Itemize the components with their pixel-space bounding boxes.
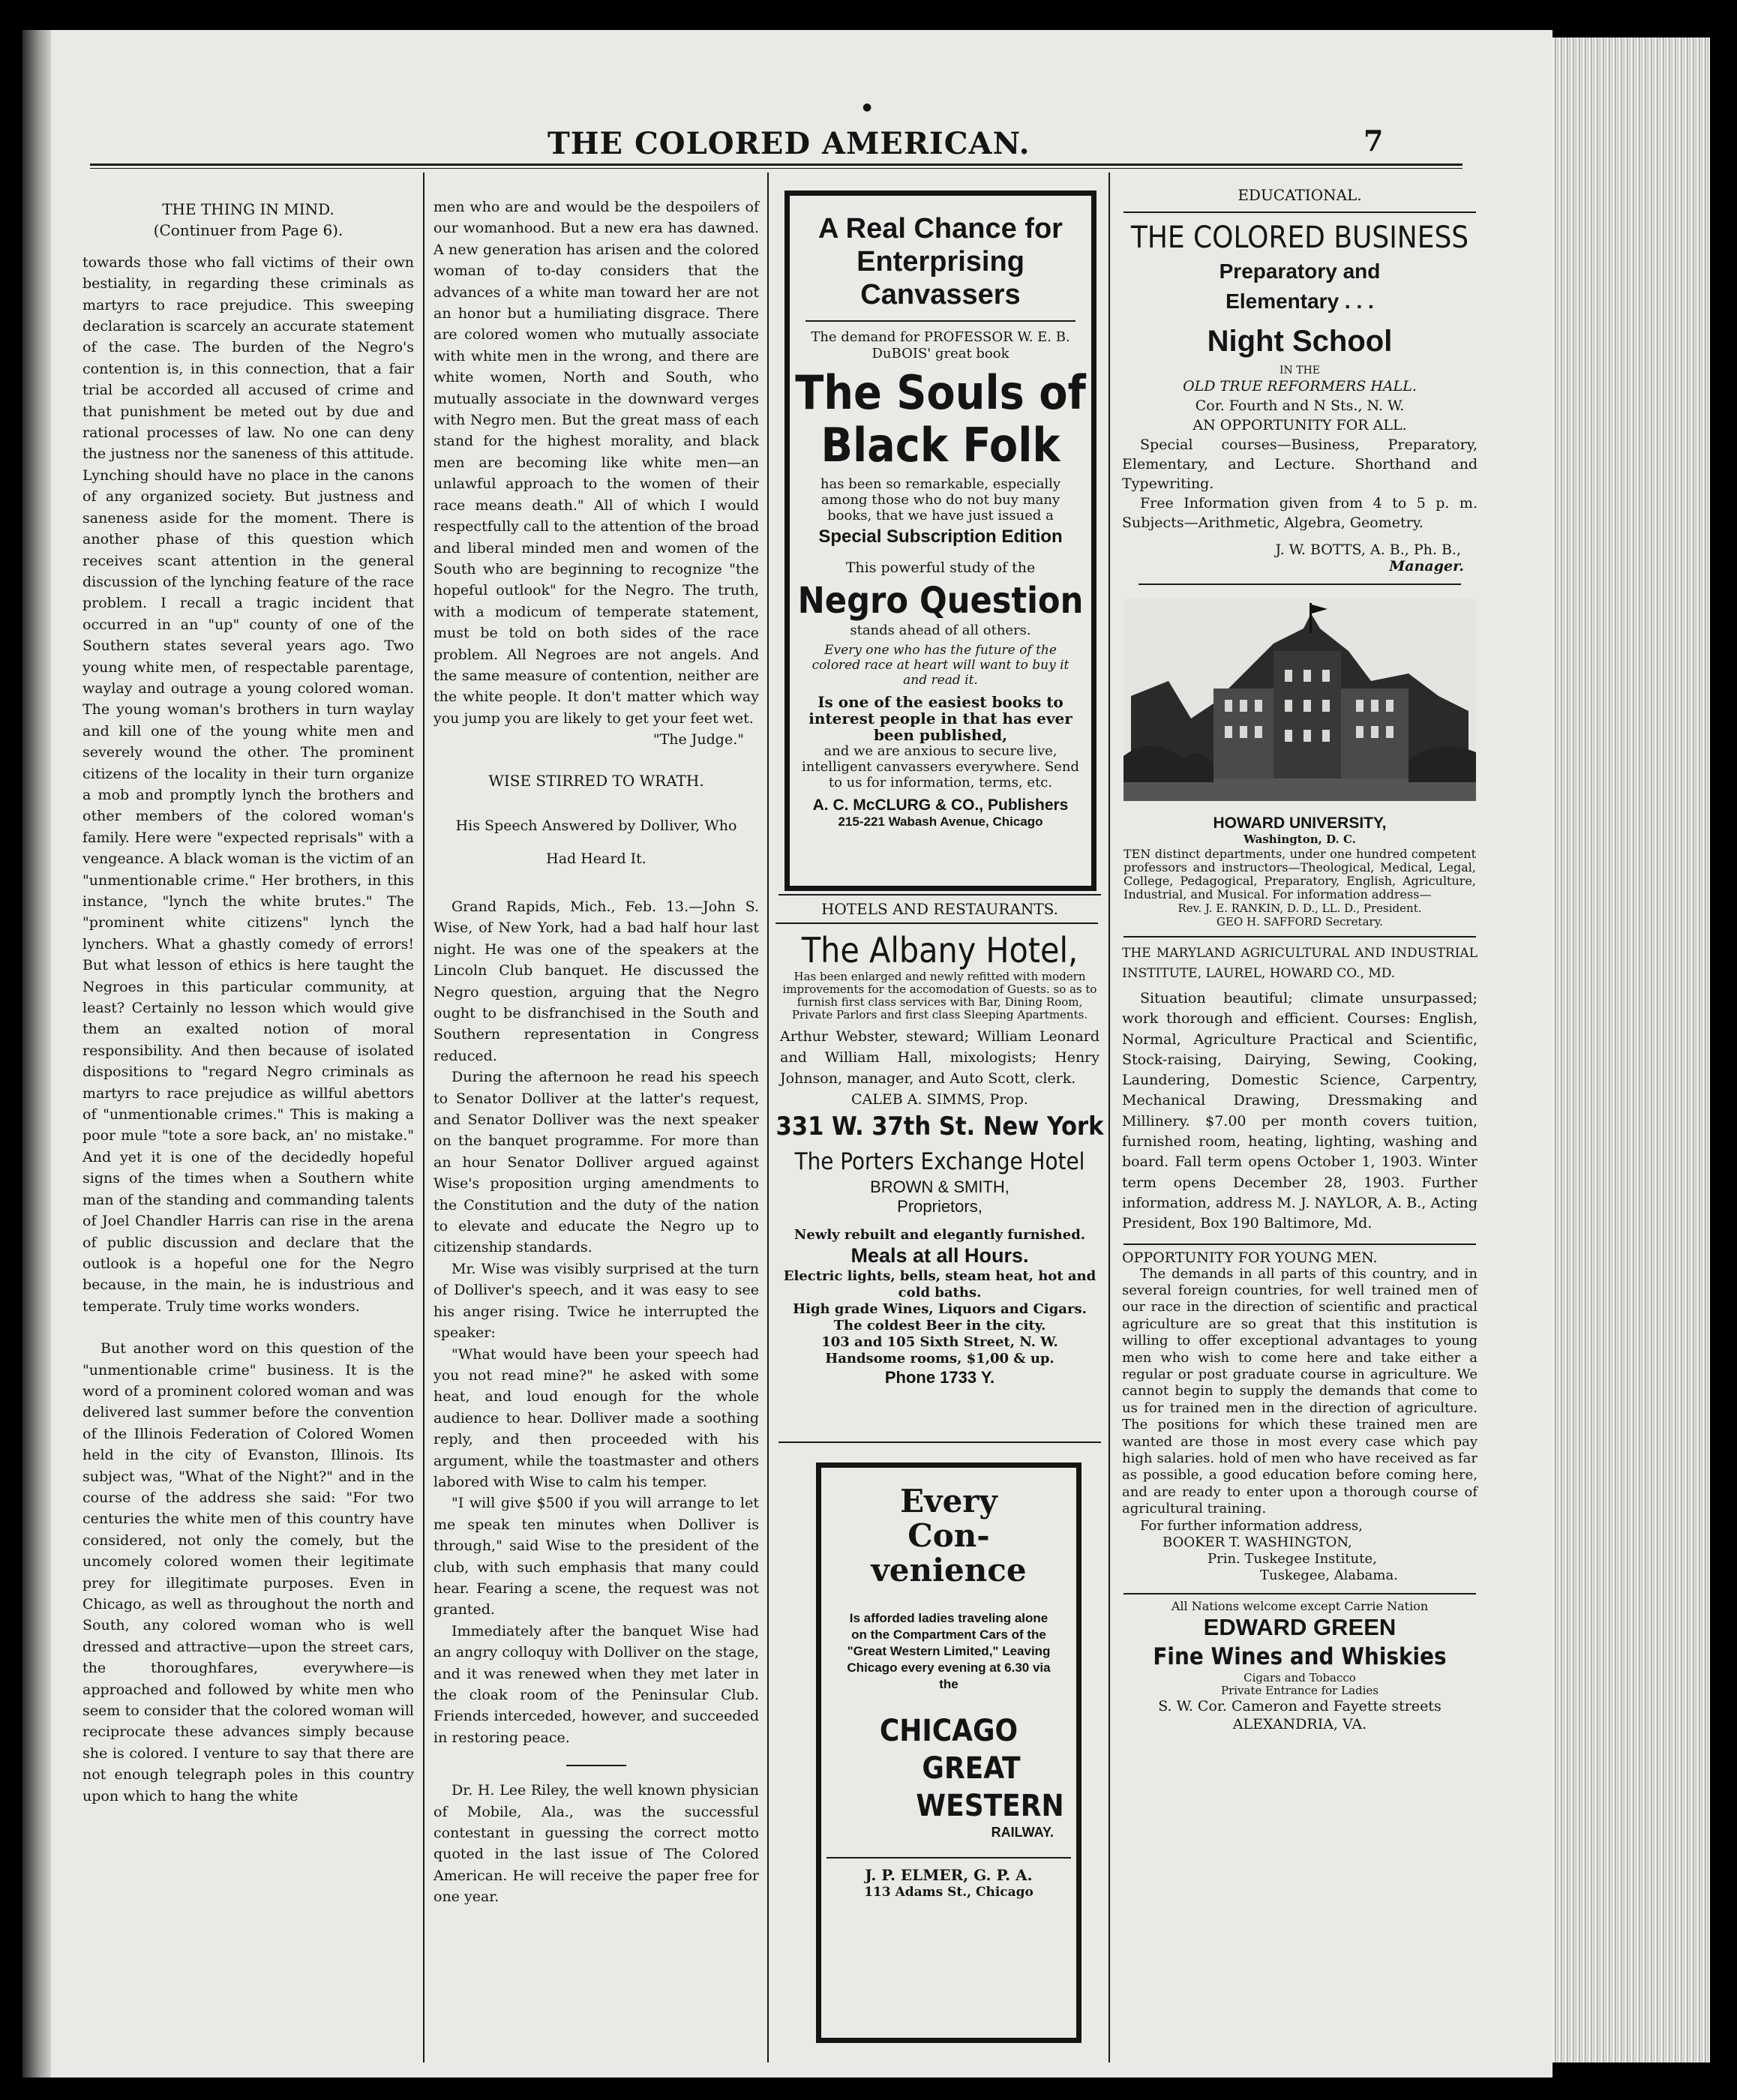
business-school-hall: OLD TRUE REFORMERS HALL. (1183, 378, 1417, 394)
article-subheading: His Speech Answered by Dolliver, Who Had Heard It. (455, 817, 737, 867)
souls-ad-text: DuBOIS' great book (872, 346, 1010, 362)
howard-desc: TEN distinct departments, under one hundred competent professors and instructors—Theological, Medical, Legal, College, Pedagogical, Preparatory, English, Agriculture, Industrial, and Musical. For information address— (1124, 847, 1476, 902)
souls-ad-headline: Enterprising (856, 246, 1024, 278)
railway-ad-company: CHICAGO (879, 1714, 1018, 1748)
article-paragraph: During the afternoon he read his speech to Senator Dolliver at the latter's request, and Senator Dolliver was the next speaker on the banquet programme. For more than an hour Senator Dolliver argued against Wise's proposition urging amendments to the Constitution and the duty of the nation to elevate and educate the Negro up to citizenship standards. (434, 1069, 759, 1256)
souls-ad-rule (806, 320, 1076, 322)
page-gutter (22, 30, 51, 2078)
article-paragraph: men who are and would be the despoilers of our womanhood. But a new era has dawned. A new generation has arisen and the colored woman of to-day considers that the advances of a white man toward her are not an honor but a humiliating disgrace. There are colored women who mutually associate with white men in the wrong, and there are white women, North and South, who mutually associate in the downward verges with Negro men. But the great mass of each stand for the highest morality, and black men are becoming like white men—an unlawful approach to the women of their race means death." All of which I would respectfully call to the attention of the broad and liberal minded men and women of the South who are beginning to recognize "the hopeful outlook" for the Negro. The truth, with a modicum of temperate statement, must be told on both sides of the race problem. All Negroes are not angels. And the same measure of contention, neither are the white people. It don't matter which way you jump you are likely to get your feet wet. (434, 199, 759, 727)
article-heading: THE THING IN MIND. (162, 200, 334, 218)
article-paragraph: Mr. Wise was visibly surprised at the turn of Dolliver's speech, and it was easy to see his anger rising. Twice he interrupted the speaker: (434, 1260, 759, 1342)
hotels-heading: HOTELS AND RESTAURANTS. (820, 900, 1059, 918)
hotels-section (776, 900, 1104, 1388)
business-school-text: Free Information given from 4 to 5 p. m. Subjects—Arithmetic, Algebra, Geometry. (1122, 495, 1478, 531)
railway-ad-body: Is afforded ladies traveling alone on the Compartment Cars of the "Great Western Limited," Leaving Chicago every evening at 6.30 via the (847, 1611, 1051, 1691)
opportunity-signature: Tuskegee, Alabama. (1260, 1567, 1398, 1583)
page-number: 7 (1364, 124, 1384, 158)
article-signature: "The Judge." (652, 731, 744, 748)
green-ad-wines: Fine Wines and Whiskies (1153, 1642, 1447, 1670)
opportunity-body: The demands in all parts of this country, and in several foreign countries, for well trained men of our race in the direction of scientific and practical agriculture are so great that this institution is willing to offer exceptional advantages to young men who wish to come here and take either a regular or post graduate course in agriculture. We cannot begin to supply the demands that come to us for trained men in the direction of agriculture. The positions for which these trained men are wanted are those in most every case which pay high salaries. hold of men who have received as far as possible, a good education before coming here, and are ready to enter upon a thorough course of agricultural training. (1122, 1265, 1478, 1517)
green-ad-text: All Nations welcome except Carrie Nation (1171, 1598, 1429, 1613)
green-ad-address: S. W. Cor. Cameron and Fayette streets (1158, 1697, 1442, 1714)
porters-hotel-text: High grade Wines, Liquors and Cigars. (793, 1301, 1087, 1317)
souls-ad-box (784, 190, 1096, 891)
souls-ad-negro-question: Negro Question (797, 580, 1084, 622)
masthead-rule (90, 164, 1462, 166)
porters-hotel-name: The Porters Exchange Hotel (794, 1148, 1085, 1175)
opportunity-signature: BOOKER T. WASHINGTON, (1162, 1534, 1352, 1550)
masthead-rule-2 (90, 168, 1462, 169)
railway-ad-box (816, 1462, 1082, 2043)
railway-ad-headline: Con- (908, 1517, 990, 1554)
souls-ad-text: and we are anxious to secure live, intelligent canvassers everywhere. Send to us for information, terms, etc. (802, 743, 1079, 790)
maryland-heading: THE MARYLAND AGRICULTURAL AND INDUSTRIAL INSTITUTE, LAUREL, HOWARD CO., MD. (1122, 946, 1478, 981)
porters-hotel-text: Newly rebuilt and elegantly furnished. (794, 1227, 1086, 1243)
educational-rule (1124, 212, 1476, 213)
railway-ad-company: GREAT (922, 1751, 1021, 1786)
section-rule (778, 894, 1101, 896)
green-ad-name: EDWARD GREEN (1203, 1613, 1396, 1640)
railway-ad-footer: 113 Adams St., Chicago (864, 1885, 1034, 1900)
business-school-address: Cor. Fourth and N Sts., N. W. (1195, 398, 1405, 414)
souls-ad-book-title: Black Folk (820, 418, 1060, 472)
souls-ad-edition: Special Subscription Edition (818, 526, 1063, 547)
business-school-name: THE COLORED BUSINESS (1130, 220, 1469, 255)
business-school-night: Night School (1207, 325, 1393, 358)
souls-ad-address: 215-221 Wabash Avenue, Chicago (838, 814, 1043, 829)
souls-ad-headline: A Real Chance for (818, 213, 1063, 244)
souls-ad-book-title: The Souls of (795, 365, 1086, 420)
opportunity-text: For further information address, (1140, 1517, 1363, 1534)
howard-president: Rev. J. E. RANKIN, D. D., LL. D., President. (1178, 902, 1422, 915)
business-school-text: IN THE (1280, 364, 1320, 376)
porters-hotel-text: The coldest Beer in the city. (833, 1318, 1046, 1334)
albany-hotel-prop: CALEB A. SIMMS, Prop. (851, 1091, 1028, 1108)
column-1 (82, 199, 414, 1807)
railway-ad-railway: RAILWAY. (991, 1825, 1054, 1840)
business-school-text: AN OPPORTUNITY FOR ALL. (1192, 417, 1407, 434)
book-page-stack (1552, 38, 1710, 2062)
porters-hotel-phone: Phone 1733 Y. (884, 1368, 995, 1387)
howard-secretary: GEO H. SAFFORD Secretary. (1216, 915, 1383, 928)
maryland-body: Situation beautiful; climate unsurpassed; work thorough and efficient. Courses: English, Normal, Agriculture Practical and Scientific, Stock-raising, Dairying, Sewing, Cooking, Laundering, Domestic Science, Carpentry, Mechanical Drawing, Dressmaking and Millinery. $7.00 per month covers tuition, furnished room, heating, lighting, washing and board. Fall term opens October 1, 1903. Winter term opens December 28, 1903. Further information, address M. J. NAYLOR, A. B., Acting President, Box 190 Baltimore, Md. (1122, 990, 1478, 1232)
educational-rule (1124, 1593, 1476, 1594)
business-school-prep: Preparatory and (1219, 260, 1381, 283)
hotels-rule (776, 922, 1098, 924)
green-ad-text: Private Entrance for Ladies (1220, 1683, 1378, 1697)
albany-hotel-address: 331 W. 37th St. New York (776, 1112, 1104, 1142)
column-rule-3 (1108, 172, 1110, 2062)
masthead-title: THE COLORED AMERICAN. (548, 126, 1030, 161)
souls-ad-italic: Every one who has the future of the colored race at heart will want to buy it and read it. (812, 643, 1070, 688)
souls-ad-text: stands ahead of all others. (850, 622, 1031, 638)
howard-university-illustration (1124, 598, 1476, 801)
railway-ad-rule (826, 1857, 1071, 1858)
souls-ad-publisher: A. C. McCLURG & CO., Publishers (812, 796, 1069, 814)
howard-name: HOWARD UNIVERSITY, (1213, 814, 1387, 832)
article-paragraph: Dr. H. Lee Riley, the well known physician of Mobile, Ala., was the successful contestant in guessing the correct motto quoted in the last issue of The Colored American. He will receive the paper free for one year. (434, 1782, 759, 1906)
article-heading: WISE STIRRED TO WRATH. (488, 771, 704, 790)
article-divider (566, 1765, 626, 1766)
howard-location: Washington, D. C. (1244, 832, 1356, 846)
railway-ad-company: WESTERN (916, 1789, 1064, 1823)
masthead-dot: ● (862, 101, 872, 113)
business-school-prep: Elementary . . . (1226, 290, 1374, 313)
albany-hotel-desc: Has been enlarged and newly refitted with modern improvements for the accomodation of Guests. so as to furnish first class services with Bar, Dining Room, Private Parlors and first class Sleeping Apartments. (782, 970, 1097, 1022)
albany-hotel-name: The Albany Hotel, (801, 930, 1078, 970)
business-school-manager: Manager. (1389, 558, 1464, 574)
article-paragraph: "What would have been your speech had you not read mine?" he asked with some heat, and loud enough for the whole audience to hear. Dolliver made a soothing reply, and then proceeded with his argument, while the toastmaster and others labored with Wise to calm his temper. (434, 1346, 759, 1490)
souls-ad-text: The demand for PROFESSOR W. E. B. (811, 329, 1070, 345)
opportunity-heading: OPPORTUNITY FOR YOUNG MEN. (1122, 1249, 1378, 1266)
educational-rule (1138, 584, 1461, 585)
porters-hotel-text: Handsome rooms, $1,00 & up. (825, 1351, 1054, 1366)
newspaper-page (22, 30, 1552, 2078)
railway-ad-headline: Every (900, 1483, 998, 1520)
educational-rule (1124, 1244, 1476, 1245)
porters-hotel-meals: Meals at all Hours. (850, 1244, 1029, 1267)
souls-ad-text: This powerful study of the (845, 560, 1036, 576)
article-paragraph: towards those who fall victims of their own bestiality, in regarding these criminals as martyrs to race prejudice. This sweeping declaration is scarcely an accurate statement of the case. The burden of the Negro's contention is, in this connection, that a fair trial be accorded all accused of crime and that punishment be meted out by due and rational processes of law. No one can deny the justness nor the saneness of this attitude. Lynching should have no place in the canons of any organized society. But justness and saneness aside for the moment. There is another phase of this question which receives scant attention in the general discussion of the lynching feature of the race problem. I recall a tragic incident that occurred in an "up" county of one of the Southern states several years ago. Two young white men, of respectable parentage, waylay and outrage a young colored woman. The young woman's brothers in turn waylay and kill one of the young white men and severely wound the other. The prominent citizens of the locality in their turn organize a mob and promptly lynch the brothers and other members of the colored woman's family. Here were "expected reprisals" with a vengeance. A black woman is the victim of an "unmentionable crime." Her brothers, in this instance, "lynch the white brutes." The "prominent white citizens" lynch the lynchers. What a ghastly comedy of errors! But what lesson of ethics is here taught the Negroes in this particular community, at least? Certainly no lesson which would give them an exalted notion of moral responsibility. And then because of isolated dispositions to "regard Negro criminals as martyrs to race prejudice as willful abettors of "unmentionable crimes." This is making a poor mule "tote a sore back, an' no mistake." And yet it is one of the decidedly hopeful signs of the times when a Southern white man of the standing and commanding talents of Joel Chandler Harris can rise in the arena of public discussion and declare that the outlook is a hopeful one for the Negro because, in the main, he is industrious and temperate. Truly time works wonders. (82, 254, 414, 1315)
article-subheading: (Continuer from Page 6). (153, 221, 344, 240)
section-rule (778, 1442, 1101, 1443)
article-paragraph: Immediately after the banquet Wise had an angry colloquy with Dolliver on the stage, and it was renewed when they met later in the cloak room of the Peninsular Club. Friends interceded, however, and succeeded in restoring peace. (434, 1622, 759, 1746)
souls-ad-bold: Is one of the easiest books to interest people in that has ever been published, (808, 693, 1072, 744)
educational-rule (1124, 936, 1476, 938)
business-school-director: J. W. BOTTS, A. B., Ph. B., (1275, 542, 1461, 558)
column-2 (434, 196, 759, 1908)
article-paragraph: "I will give $500 if you will arrange to let me speak ten minutes when Dolliver is through," said Wise to the president of the club, with such emphasis that many could hear. Fearing a scene, the request was not granted. (434, 1495, 759, 1618)
column-rule-1 (423, 172, 424, 2062)
porters-hotel-text: Electric lights, bells, steam heat, hot and cold baths. (783, 1268, 1096, 1300)
railway-ad-headline: venience (871, 1552, 1027, 1588)
educational-heading: EDUCATIONAL. (1238, 186, 1362, 204)
column-rule-2 (767, 172, 769, 2062)
porters-hotel-text: 103 and 105 Sixth Street, N. W. (821, 1334, 1058, 1350)
green-ad-city: ALEXANDRIA, VA. (1232, 1715, 1367, 1732)
souls-ad-headline: Canvassers (860, 279, 1021, 310)
opportunity-signature: Prin. Tuskegee Institute, (1208, 1550, 1377, 1567)
souls-ad-text: has been so remarkable, especially among those who do not buy many books, that we have just issued a (820, 476, 1061, 524)
albany-hotel-staff: Arthur Webster, steward; William Leonard and William Hall, mixologists; Henry Johnson, manager, and Auto Scott, clerk. (780, 1028, 1100, 1087)
article-paragraph: But another word on this question of the "unmentionable crime" business. It is the word of a prominent colored woman and was delivered last summer before the convention of the Illinois Federation of Colored Women held in the city of Evanston, Illinois. Its subject was, "What of the Night?" and in the course of the address she said: "For two centuries the white men of this country have considered, not only the comely, but the uncomely colored women their legitimate prey for illegitimate purposes. Even in Chicago, as well as throughout the north and South, any colored woman who is well dressed and attractive—upon the street cars, the thoroughfares, everywhere—is approached and followed by white men who seem to consider that the colored woman will reciprocate these advances simply because she is colored. I venture to say that there are not enough telegraph poles in this country upon which to hang the white (82, 1340, 414, 1804)
railway-ad-footer: J. P. ELMER, G. P. A. (865, 1866, 1033, 1884)
porters-hotel-owners-title: Proprietors, (897, 1197, 982, 1216)
article-paragraph: Grand Rapids, Mich., Feb. 13.—John S. Wise, of New York, had a bad half hour last night. He was one of the speakers at the Lincoln Club banquet. He discussed the Negro question, arguing that the Negro ought to be disfranchised in the South and Southern representation in Congress reduced. (434, 898, 759, 1064)
column-4 (1118, 186, 1482, 1733)
porters-hotel-owners: BROWN & SMITH, (870, 1178, 1010, 1196)
green-ad-text: Cigars and Tobacco (1244, 1670, 1356, 1684)
business-school-text: Special courses—Business, Preparatory, Elementary, and Lecture. Shorthand and Typewriting. (1122, 436, 1478, 492)
